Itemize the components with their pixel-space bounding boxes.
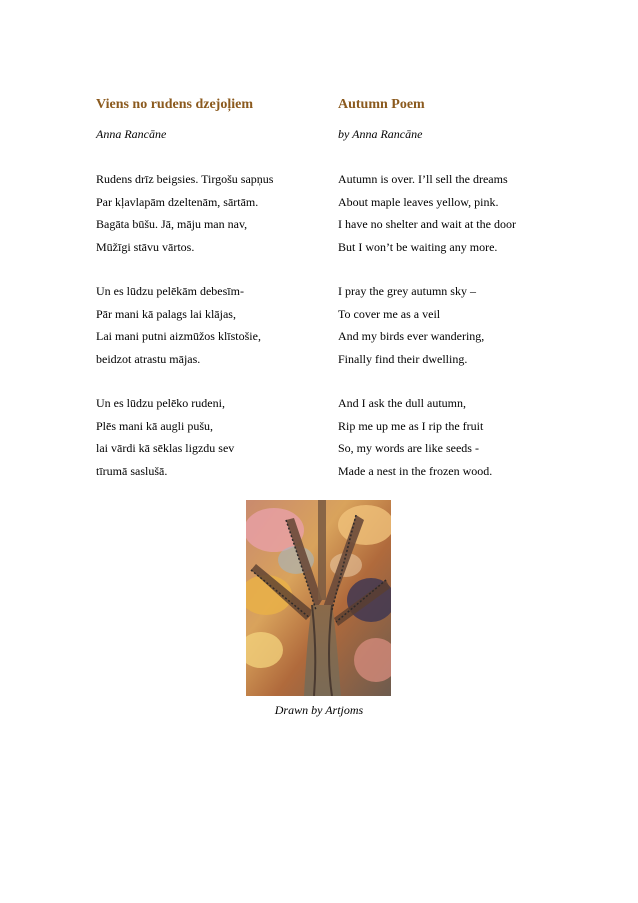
poem-line: Un es lūdzu pelēko rudeni, xyxy=(96,396,225,410)
english-author: by Anna Rancāne xyxy=(338,127,423,141)
poem-line: tīrumā saslušā. xyxy=(96,463,168,478)
poem-line: Par kļavlapām dzeltenām, sārtām. xyxy=(96,194,259,209)
poem-line: I have no shelter and wait at the door xyxy=(338,217,516,231)
poem-line: And my birds ever wandering, xyxy=(338,329,485,343)
english-stanza-2 xyxy=(338,280,588,370)
latvian-stanza-2 xyxy=(96,280,346,370)
latvian-poem xyxy=(96,96,346,482)
poem-line: To cover me as a veil xyxy=(338,306,441,321)
latvian-title: Viens no rudens dzejoļiem xyxy=(96,97,253,112)
painting-caption: Drawn by Artjoms xyxy=(274,703,364,717)
poem-line: Mūžīgi stāvu vārtos. xyxy=(96,239,195,254)
poem-line: Lai mani putni aizmūžos klīstošie, xyxy=(96,329,261,343)
english-title: Autumn Poem xyxy=(338,97,425,112)
poem-line: Pār mani kā palags lai klājas, xyxy=(96,306,236,321)
poem-line: Plēs mani kā augli pušu, xyxy=(96,418,213,433)
poem-line: Rudens drīz beigsies. Tirgošu sapņus xyxy=(96,172,274,186)
poem-line: Bagāta būšu. Jā, māju man nav, xyxy=(96,217,248,231)
latvian-author: Anna Rancāne xyxy=(96,127,167,141)
poem-line: Rip me up me as I rip the fruit xyxy=(338,418,484,433)
poem-line: And I ask the dull autumn, xyxy=(338,396,466,410)
english-stanza-1 xyxy=(338,168,588,258)
poem-line: Finally find their dwelling. xyxy=(338,351,468,366)
english-stanza-3 xyxy=(338,392,588,482)
poem-line: beidzot atrastu mājas. xyxy=(96,351,201,366)
poem-line: lai vārdi kā sēklas ligzdu sev xyxy=(96,441,235,455)
poem-line: Un es lūdzu pelēkām debesīm- xyxy=(96,284,244,298)
english-poem xyxy=(338,96,588,482)
poem-line: I pray the grey autumn sky – xyxy=(338,284,476,298)
tree-painting xyxy=(246,500,391,696)
poem-line: So, my words are like seeds - xyxy=(338,441,479,455)
latvian-stanza-1 xyxy=(96,168,346,258)
poem-line: Autumn is over. I’ll sell the dreams xyxy=(338,172,508,186)
poem-line: About maple leaves yellow, pink. xyxy=(338,194,499,209)
poem-line: Made a nest in the frozen wood. xyxy=(338,463,493,478)
latvian-stanza-3 xyxy=(96,392,346,482)
poem-line: But I won’t be waiting any more. xyxy=(338,239,498,254)
